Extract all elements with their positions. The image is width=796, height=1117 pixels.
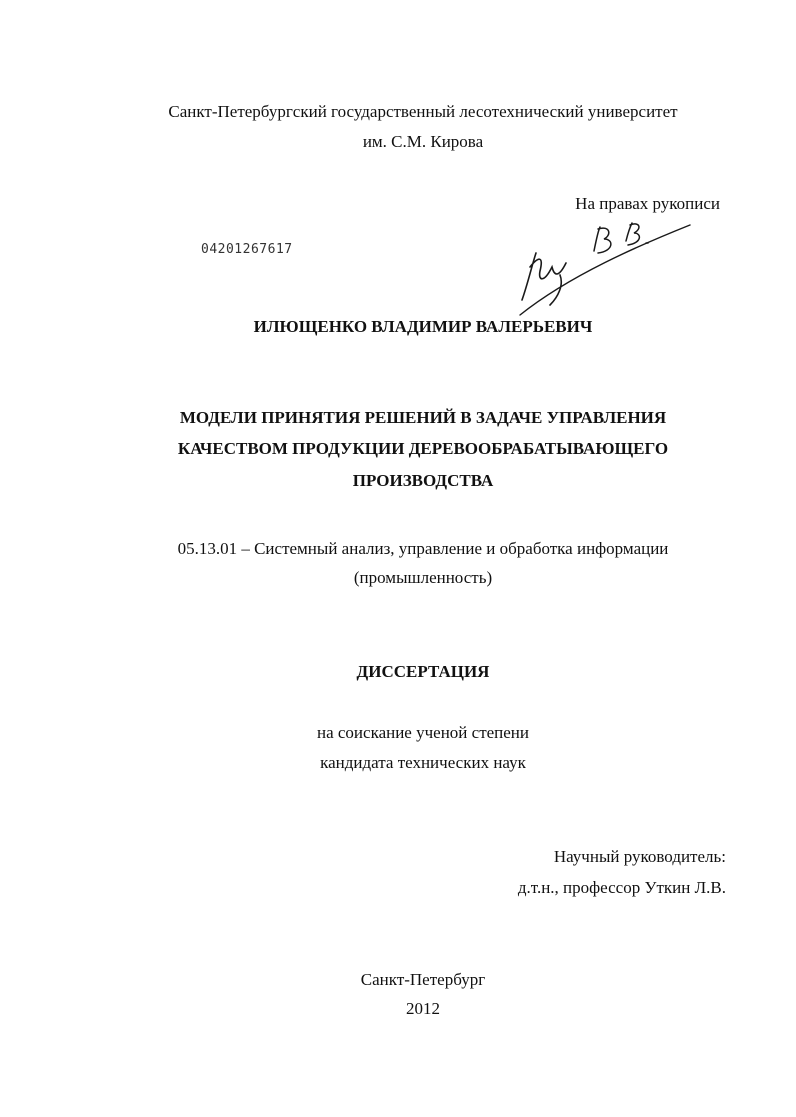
- archive-code: 04201267617: [201, 242, 293, 257]
- degree-line-2: кандидата технических наук: [320, 753, 526, 772]
- city: Санкт-Петербург: [360, 970, 486, 989]
- dissertation-title-line-2: КАЧЕСТВОМ ПРОДУКЦИИ ДЕРЕВООБРАБАТЫВАЮЩЕГО: [177, 439, 669, 458]
- supervisor-label: Научный руководитель:: [553, 847, 726, 866]
- manuscript-rights-note: На правах рукописи: [575, 194, 720, 213]
- specialty-code: 05.13.01 – Системный анализ, управление и обработка информации: [177, 539, 669, 558]
- document-type: ДИССЕРТАЦИЯ: [356, 662, 490, 681]
- specialty-branch: (промышленность): [353, 568, 493, 587]
- degree-line-1: на соискание ученой степени: [316, 723, 530, 742]
- university-name: Санкт-Петербургский государственный лесотехнический университет: [168, 102, 678, 121]
- supervisor-name: д.т.н., профессор Уткин Л.В.: [517, 878, 726, 897]
- university-name-suffix: им. С.М. Кирова: [362, 132, 484, 151]
- year: 2012: [406, 999, 440, 1018]
- author-name: ИЛЮЩЕНКО ВЛАДИМИР ВАЛЕРЬЕВИЧ: [253, 317, 593, 336]
- signature-image: [500, 205, 700, 325]
- dissertation-title-line-1: МОДЕЛИ ПРИНЯТИЯ РЕШЕНИЙ В ЗАДАЧЕ УПРАВЛЕНИЯ: [179, 408, 667, 427]
- dissertation-title-line-3: ПРОИЗВОДСТВА: [352, 471, 494, 490]
